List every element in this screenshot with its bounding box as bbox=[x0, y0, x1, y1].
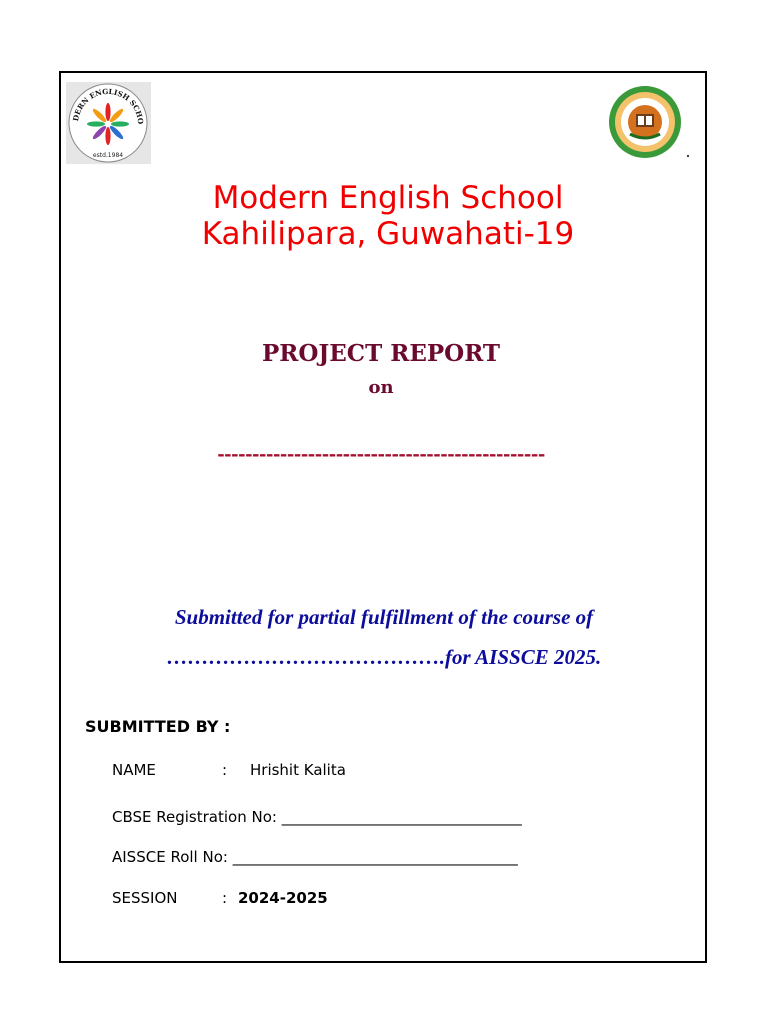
session-colon: : bbox=[222, 889, 228, 907]
cbse-emblem-icon bbox=[602, 84, 692, 164]
submitted-by-heading: SUBMITTED BY : bbox=[85, 717, 231, 736]
session-value: 2024-2025 bbox=[238, 889, 328, 907]
cbse-registration-label: CBSE Registration No: ________________________________ bbox=[112, 808, 522, 826]
project-report-title: PROJECT REPORT bbox=[261, 340, 501, 367]
session-row bbox=[112, 889, 328, 907]
topic-blank-line: ----------------------------------------------- bbox=[217, 444, 545, 465]
submission-line1: Submitted for partial fulfillment of the course of bbox=[174, 605, 594, 629]
school-logo bbox=[66, 82, 151, 164]
school-name-line2: Kahilipara, Guwahati-19 bbox=[201, 216, 575, 252]
cbse-registration-row bbox=[112, 808, 522, 826]
submission-line2: ………………………………….for AISSCE 2025. bbox=[166, 645, 602, 669]
name-label: NAME bbox=[112, 761, 156, 779]
name-colon: : bbox=[222, 761, 228, 779]
report-on-text: on bbox=[368, 377, 394, 398]
logo-arc-text: DERN ENGLISH SCHO bbox=[71, 86, 146, 125]
logo-estd-text: estd.1984 bbox=[92, 152, 124, 159]
aissce-roll-row bbox=[112, 848, 518, 866]
cbse-logo bbox=[602, 84, 692, 164]
session-label: SESSION bbox=[112, 889, 178, 907]
name-value: Hrishit Kalita bbox=[250, 761, 346, 779]
name-row bbox=[112, 761, 346, 779]
school-name-line1: Modern English School bbox=[212, 180, 564, 216]
school-logo-icon bbox=[66, 82, 151, 164]
aissce-roll-label: AISSCE Roll No: ______________________________________ bbox=[112, 848, 518, 866]
